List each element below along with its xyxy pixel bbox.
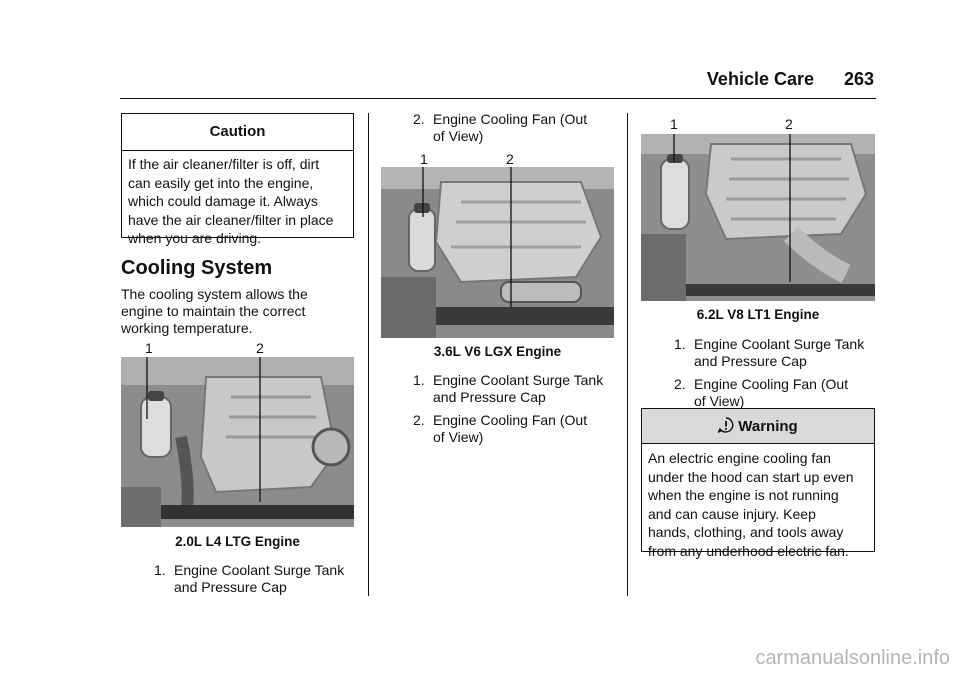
list-number: 1.	[674, 336, 686, 352]
warning-line: from any underhood electric fan.	[648, 542, 849, 559]
figure-caption: 6.2L V8 LT1 Engine	[696, 307, 820, 322]
parts-list	[674, 336, 874, 416]
list-item	[413, 372, 623, 405]
engine-photo-v6	[381, 167, 614, 338]
caution-divider	[122, 150, 353, 151]
list-text: Engine Coolant Surge Tank	[694, 336, 865, 352]
warning-line: hands, clothing, and tools away	[648, 524, 844, 540]
warning-line: and can cause injury. Keep	[648, 505, 816, 522]
caution-line: If the air cleaner/filter is off, dirt	[128, 156, 320, 172]
callout-1: 1	[145, 340, 153, 356]
parts-list	[154, 562, 364, 602]
caution-text	[128, 155, 347, 248]
parts-list	[413, 372, 623, 452]
caution-title: Caution	[209, 123, 266, 140]
intro-line: working temperature.	[121, 320, 253, 336]
callout-2: 2	[506, 151, 514, 167]
list-text: and Pressure Cap	[174, 578, 287, 595]
callout-1: 1	[670, 116, 678, 132]
warning-box	[641, 408, 875, 559]
caution-line: have the air cleaner/filter in place	[128, 211, 334, 228]
caution-line: can easily get into the engine,	[128, 174, 314, 191]
figure-caption: 2.0L L4 LTG Engine	[175, 534, 300, 549]
list-number: 2.	[674, 376, 686, 392]
callout-1: 1	[420, 151, 428, 167]
section-heading: Cooling System	[121, 257, 273, 279]
engine-photo-v8	[641, 134, 875, 301]
list-number: 2.	[413, 111, 425, 127]
list-item	[674, 336, 874, 369]
list-text: and Pressure Cap	[694, 352, 807, 369]
list-text: of View)	[694, 392, 745, 409]
list-item	[413, 111, 623, 144]
engine-photo-l4	[121, 357, 354, 527]
list-text: Engine Cooling Fan (Out	[433, 412, 588, 428]
list-text: Engine Cooling Fan (Out	[694, 376, 849, 392]
warning-title: Warning	[738, 418, 798, 435]
list-number: 2.	[413, 412, 425, 428]
list-item	[674, 376, 874, 409]
header-rule	[120, 98, 876, 99]
column-divider-1	[368, 113, 369, 596]
warning-text	[648, 449, 868, 560]
list-item	[413, 412, 623, 445]
warning-line: An electric engine cooling fan	[648, 450, 831, 466]
cooling-intro	[121, 286, 308, 337]
callout-2: 2	[256, 340, 264, 356]
list-item	[154, 562, 364, 595]
list-text: Engine Coolant Surge Tank	[174, 562, 345, 578]
caution-line: which could damage it. Always	[128, 193, 318, 209]
warning-heading	[642, 417, 874, 435]
list-number: 1.	[154, 562, 166, 578]
list-text: of View)	[433, 428, 484, 445]
list-number: 1.	[413, 372, 425, 388]
warning-line: under the hood can start up even	[648, 468, 854, 485]
page-number: 263	[843, 69, 874, 89]
list-text: of View)	[433, 127, 484, 144]
intro-line: engine to maintain the correct	[121, 303, 306, 319]
alert-icon	[718, 417, 734, 433]
list-text: and Pressure Cap	[433, 388, 546, 405]
column-divider-2	[627, 113, 628, 596]
list-text: Engine Coolant Surge Tank	[433, 372, 604, 388]
list-text: Engine Cooling Fan (Out	[433, 111, 588, 127]
callout-2: 2	[785, 116, 793, 132]
section-title: Vehicle Care	[706, 69, 814, 89]
watermark: carmanualsonline.info	[755, 647, 950, 669]
warning-header	[642, 409, 874, 444]
caution-box	[121, 113, 354, 246]
parts-list	[413, 111, 623, 151]
warning-line: when the engine is not running	[648, 487, 839, 503]
figure-caption: 3.6L V6 LGX Engine	[433, 344, 562, 359]
intro-line: The cooling system allows the	[121, 286, 308, 302]
caution-line: when you are driving.	[128, 230, 262, 246]
